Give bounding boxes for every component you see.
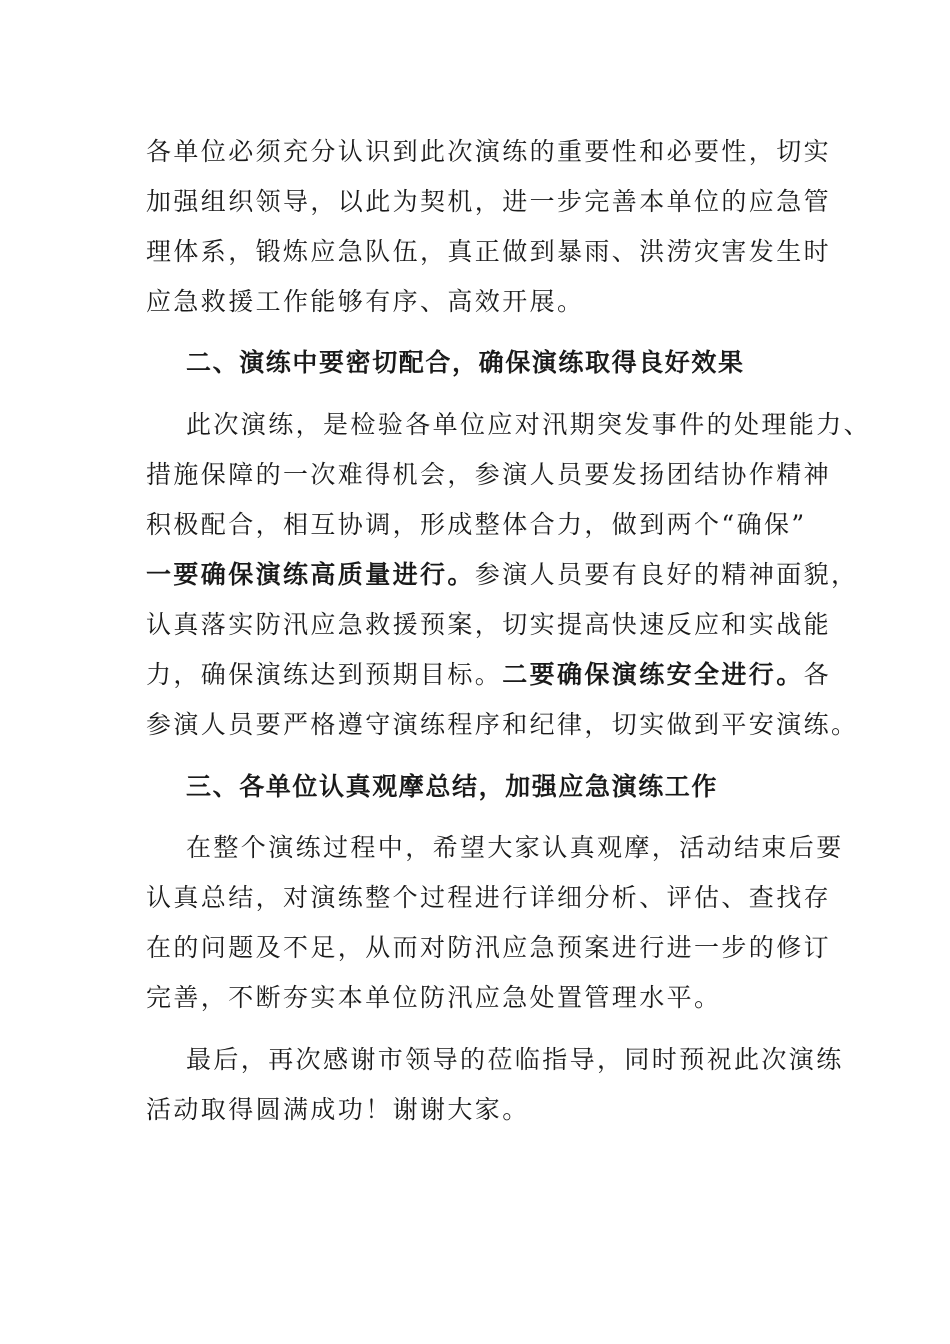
paragraph-3-line-1: 在整个演练过程中，希望大家认真观摩，活动结束后要	[186, 833, 844, 862]
emphasis-ensure-quality: 一要确保演练高质量进行。	[146, 560, 475, 589]
paragraph-2-line-6	[146, 655, 832, 695]
paragraph-2-line-4	[146, 555, 859, 595]
paragraph-3-line-3: 在的问题及不足，从而对防汛应急预案进行进一步的修订	[146, 933, 832, 962]
paragraph-1-line-2: 加强组织领导，以此为契机，进一步完善本单位的应急管	[146, 187, 832, 216]
paragraph-1-line-4: 应急救援工作能够有序、高效开展。	[146, 287, 585, 316]
paragraph-4-line-1: 最后，再次感谢市领导的莅临指导，同时预祝此次演练	[186, 1045, 844, 1074]
section-heading-3: 三、各单位认真观摩总结，加强应急演练工作	[186, 772, 719, 801]
section-heading-2: 二、演练中要密切配合，确保演练取得良好效果	[186, 348, 745, 377]
paragraph-4-line-2: 活动取得圆满成功！谢谢大家。	[146, 1095, 530, 1124]
paragraph-1-line-3: 理体系，锻炼应急队伍，真正做到暴雨、洪涝灾害发生时	[146, 237, 832, 266]
paragraph-2-line-2: 措施保障的一次难得机会，参演人员要发扬团结协作精神	[146, 460, 832, 489]
paragraph-2-line-5: 认真落实防汛应急救援预案，切实提高快速反应和实战能	[146, 610, 832, 639]
paragraph-2-line-4-text: 参演人员要有良好的精神面貌，	[474, 560, 859, 589]
paragraph-3-line-2: 认真总结，对演练整个过程进行详细分析、评估、查找存	[146, 883, 832, 912]
paragraph-2-line-6-end: 各	[803, 660, 832, 689]
paragraph-2-line-6-start: 力，确保演练达到预期目标。	[146, 660, 503, 689]
paragraph-2-line-3: 积极配合，相互协调，形成整体合力，做到两个“确保”	[146, 510, 807, 539]
paragraph-3-line-4: 完善，不断夯实本单位防汛应急处置管理水平。	[146, 983, 722, 1012]
paragraph-2-line-7: 参演人员要严格遵守演练程序和纪律，切实做到平安演练。	[146, 710, 859, 739]
emphasis-ensure-safety: 二要确保演练安全进行。	[502, 660, 804, 689]
paragraph-1-line-1: 各单位必须充分认识到此次演练的重要性和必要性，切实	[146, 137, 832, 166]
paragraph-2-line-1: 此次演练，是检验各单位应对汛期突发事件的处理能力、	[186, 410, 872, 439]
